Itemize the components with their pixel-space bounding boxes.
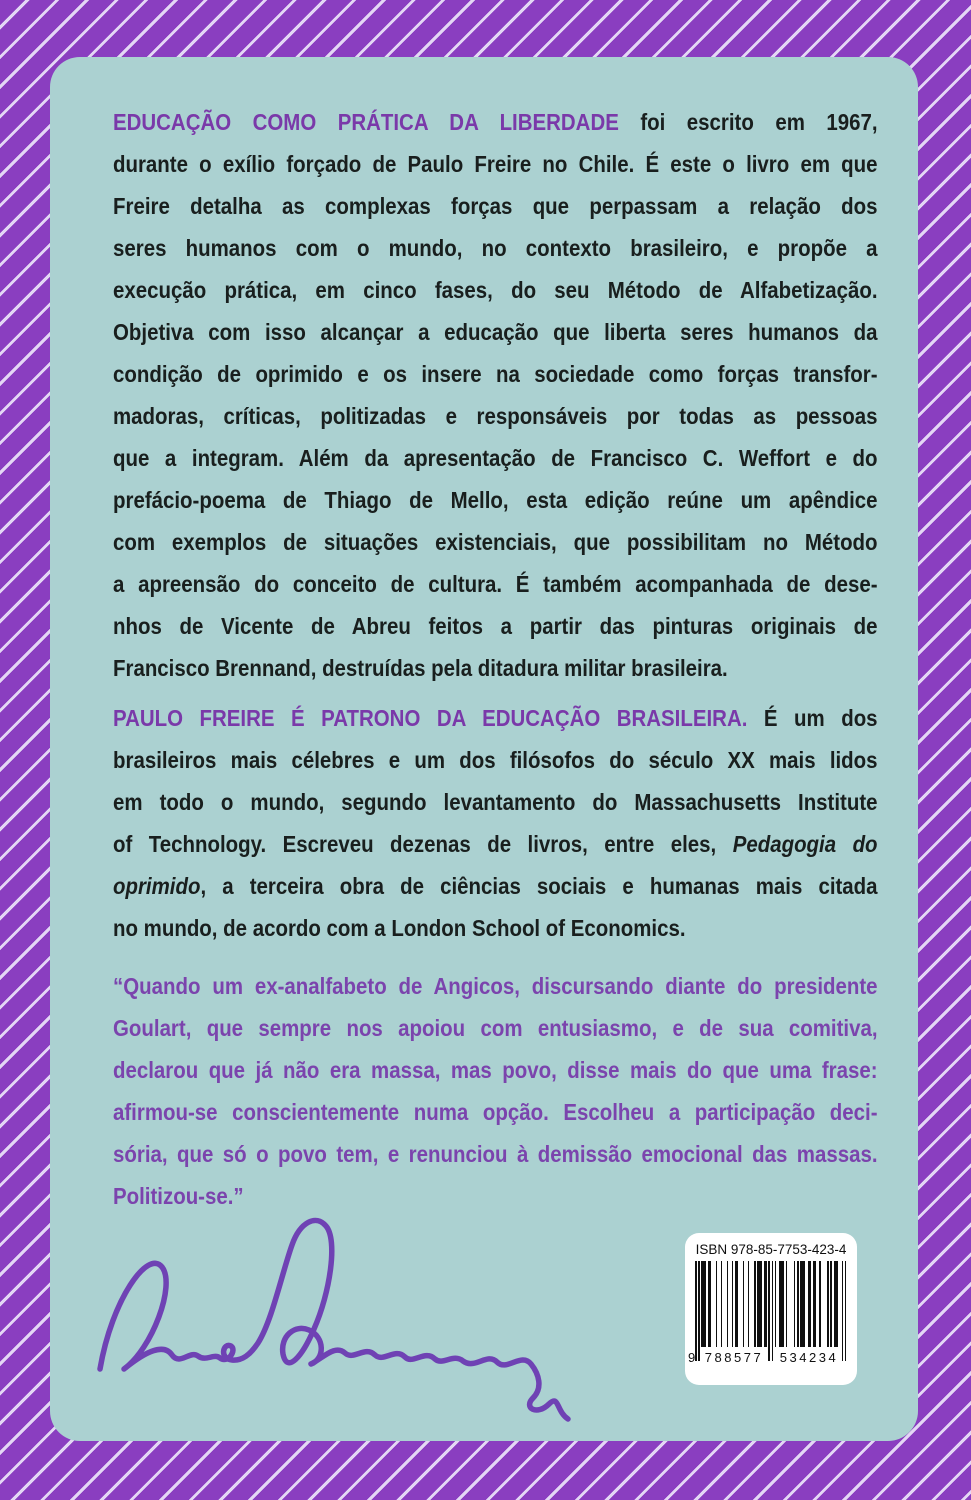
text-line: prefácio-poema de Thiago de Mello, esta edição reúne um apêndice: [113, 487, 878, 513]
text-line: [113, 865, 878, 907]
book-reference-italic: Pedagogia do: [732, 831, 878, 857]
text-line: brasileiros mais célebres e um dos filósofos do século XX mais lidos: [113, 747, 878, 773]
text-line: durante o exílio forçado de Paulo Freire no Chile. É este o livro em que: [113, 151, 878, 177]
text-span: foi escrito em 1967,: [640, 109, 878, 135]
text-line: Francisco Brennand, destruídas pela ditadura militar brasileira.: [113, 655, 728, 681]
back-cover-panel: [50, 57, 918, 1441]
book-title-lead: EDUCAÇÃO COMO PRÁTICA DA LIBERDADE: [113, 109, 619, 135]
text-line: declarou que já não era massa, mas povo, disse mais do que uma frase:: [113, 1057, 878, 1083]
text-line: nhos de Vicente de Abreu feitos a partir das pinturas originais de: [113, 613, 878, 639]
author-bio-paragraph: [113, 697, 878, 949]
bio-lead: PAULO FREIRE É PATRONO DA EDUCAÇÃO BRASILEIRA.: [113, 705, 748, 731]
book-reference-italic: oprimido: [113, 873, 201, 899]
text-line: Politizou-se.”: [113, 1183, 244, 1209]
barcode-digit-lead: 9: [688, 1350, 696, 1365]
text-line: Objetiva com isso alcançar a educação que liberta seres humanos da: [113, 319, 878, 345]
text-line: “Quando um ex-analfabeto de Angicos, discursando diante do presidente: [113, 973, 878, 999]
text-line: Freire detalha as complexas forças que perpassam a relação dos: [113, 193, 878, 219]
text-span: of Technology. Escreveu dezenas de livros, entre eles,: [113, 831, 717, 857]
text-line: Goulart, que sempre nos apoiou com entusiasmo, e de sua comitiva,: [113, 1015, 878, 1041]
text-line: [113, 697, 878, 739]
barcode-digits-left-group: 788577: [704, 1350, 764, 1365]
quote-paragraph: [113, 965, 878, 1217]
text-line: sória, que só o povo tem, e renunciou à demissão emocional das massas.: [113, 1141, 878, 1167]
text-line: seres humanos com o mundo, no contexto brasileiro, e propõe a: [113, 235, 878, 261]
back-cover-text: [113, 101, 878, 1217]
text-line: no mundo, de acordo com a London School of Economics.: [113, 915, 686, 941]
isbn-label: ISBN 978-85-7753-423-4: [695, 1242, 847, 1257]
text-line: em todo o mundo, segundo levantamento do Massachusetts Institute: [113, 789, 878, 815]
text-line: com exemplos de situações existenciais, que possibilitam no Método: [113, 529, 878, 555]
text-line: afirmou-se conscientemente numa opção. Escolheu a participação deci-: [113, 1099, 878, 1125]
synopsis-paragraph: [113, 101, 878, 689]
text-line: a apreensão do conceito de cultura. É também acompanhada de dese-: [113, 571, 878, 597]
text-line: que a integram. Além da apresentação de Francisco C. Weffort e do: [113, 445, 878, 471]
barcode-digits-right-group: 534234: [779, 1350, 839, 1365]
text-line: condição de oprimido e os insere na sociedade como forças transfor-: [113, 361, 878, 387]
text-span: , a terceira obra de ciências sociais e humanas mais citada: [200, 873, 878, 899]
text-line: [113, 101, 878, 143]
isbn-barcode-box: [685, 1233, 857, 1385]
text-line: execução prática, em cinco fases, do seu Método de Alfabetização.: [113, 277, 878, 303]
text-span: É um dos: [763, 705, 878, 731]
text-line: [113, 823, 878, 865]
paulo-freire-signature: [90, 1207, 600, 1427]
text-line: madoras, críticas, politizadas e responsáveis por todas as pessoas: [113, 403, 878, 429]
